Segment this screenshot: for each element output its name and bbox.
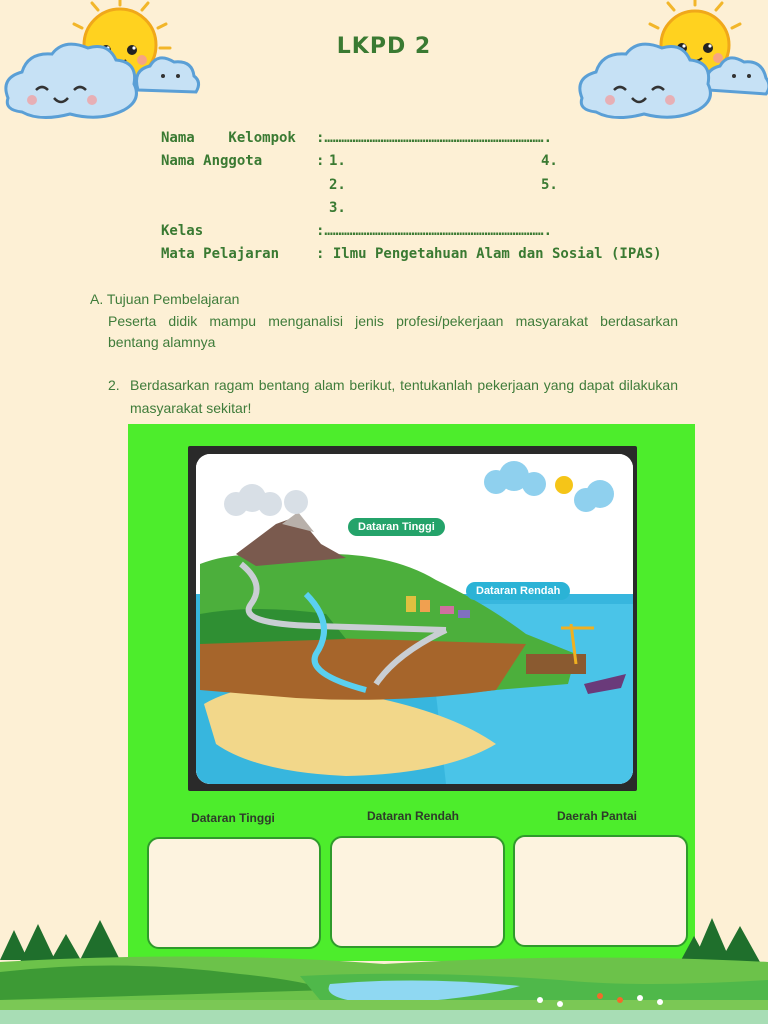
anggota-4: 4.: [541, 153, 558, 169]
mapel-value: : Ilmu Pengetahuan Alam dan Sosial (IPAS): [316, 246, 662, 262]
mapel-label: Mata Pelajaran: [161, 246, 280, 262]
nama-kelompok-value: :…………………………………………………………………….: [316, 130, 553, 146]
kelas-label: Kelas: [161, 223, 204, 239]
nature-scenery-decoration: [0, 900, 768, 1024]
nama-anggota-label: Nama Anggota: [161, 153, 263, 169]
kelas-value: :…………………………………………………………………….: [316, 223, 553, 239]
anggota-5: 5.: [541, 177, 558, 193]
anggota-3: 3.: [329, 200, 346, 216]
anggota-1: 1.: [329, 153, 346, 169]
sun-cloud-right-decoration: [568, 0, 768, 125]
column-label-dataran-rendah: Dataran Rendah: [366, 809, 460, 823]
page-title: LKPD 2: [336, 34, 432, 59]
section-a-heading: A. Tujuan Pembelajaran: [90, 291, 240, 307]
anggota-2: 2.: [329, 177, 346, 193]
question-line1: Berdasarkan ragam bentang alam berikut, tentukanlah pekerjaan yang dapat dilakukan: [130, 377, 678, 393]
label-dataran-tinggi: Dataran Tinggi: [348, 518, 445, 536]
question-line2: masyarakat sekitar!: [130, 400, 252, 416]
sun-cloud-left-decoration: [0, 0, 210, 125]
anggota-colon: :: [316, 153, 325, 169]
column-label-daerah-pantai: Daerah Pantai: [556, 809, 638, 823]
nama-kelompok-label: Nama Kelompok: [161, 130, 296, 146]
section-a-line2: bentang alamnya: [108, 334, 216, 350]
column-label-dataran-tinggi: Dataran Tinggi: [191, 811, 275, 825]
landscape-illustration: [196, 454, 633, 784]
section-a-line1: Peserta didik mampu menganalisi jenis profesi/pekerjaan masyarakat berdasarkan: [108, 313, 678, 329]
question-number: 2.: [108, 377, 120, 393]
label-dataran-rendah: Dataran Rendah: [466, 582, 570, 600]
